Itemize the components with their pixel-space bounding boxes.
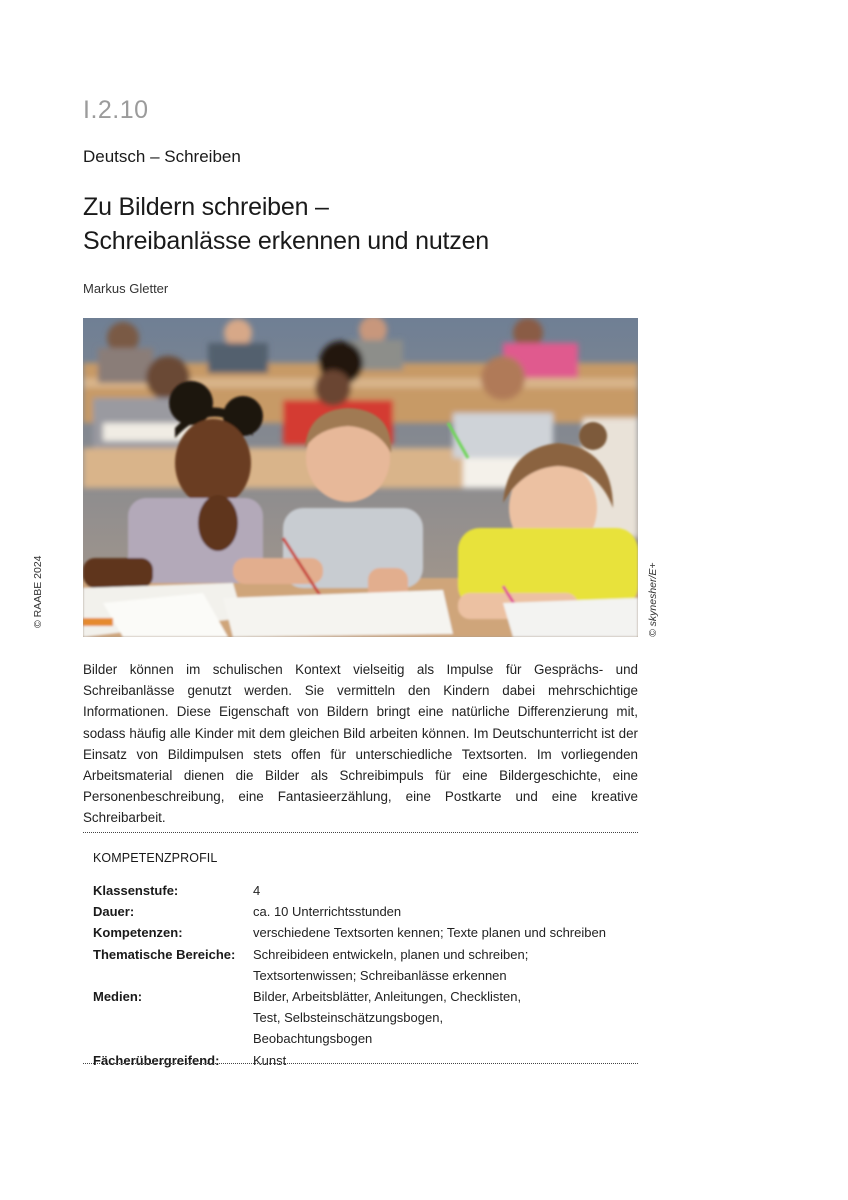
kp-row-klassenstufe xyxy=(93,880,638,901)
kp-label: Fächerübergreifend: xyxy=(93,1052,220,1068)
title-line-1: Zu Bildern schreiben – xyxy=(83,193,329,221)
kp-label: Klassenstufe: xyxy=(93,883,179,898)
kp-value: 4 xyxy=(253,883,261,898)
kp-row-thematische-bereiche xyxy=(93,944,638,986)
kp-row-kompetenzen xyxy=(93,922,638,943)
publisher-copyright: © RAABE 2024 xyxy=(32,555,44,628)
subject-heading: Deutsch – Schreiben xyxy=(83,147,241,166)
kp-label: Kompetenzen: xyxy=(93,925,183,941)
material-code: I.2.10 xyxy=(83,96,149,124)
kompetenzprofil-table xyxy=(93,880,638,1071)
divider-bottom xyxy=(83,1063,638,1064)
photo-credit: © skynesher/E+ xyxy=(647,562,659,637)
classroom-photo xyxy=(83,318,638,637)
kp-row-medien xyxy=(93,986,638,1050)
kp-label: Thematische Bereiche: xyxy=(93,946,236,962)
kp-value: Schreibideen entwickeln, planen und schreiben; Textsortenwissen; Schreibanlässe erkennen xyxy=(253,946,529,983)
kompetenzprofil-heading: KOMPETENZPROFIL xyxy=(93,851,218,865)
page-title xyxy=(83,190,489,258)
kp-label: Dauer: xyxy=(93,904,135,920)
author: Markus Gletter xyxy=(83,281,169,296)
kp-value: Bilder, Arbeitsblätter, Anleitungen, Checklisten, Test, Selbsteinschätzungsbogen, Beobachtungsbogen xyxy=(253,989,522,1047)
kp-value: Kunst xyxy=(253,1052,287,1068)
kp-label: Medien: xyxy=(93,989,143,1005)
title-line-2: Schreibanlässe erkennen und nutzen xyxy=(83,227,489,255)
kp-value: verschiedene Textsorten kennen; Texte planen und schreiben xyxy=(253,925,606,941)
kp-value: ca. 10 Unterrichtsstunden xyxy=(253,904,402,920)
kp-row-faecheruebergreifend xyxy=(93,1050,638,1071)
divider-top xyxy=(83,832,638,833)
intro-paragraph: Bilder können im schulischen Kontext vielseitig als Impulse für Gesprächs- und Schreibanlässe genutzt werden. Sie vermitteln den Kindern dabei mehrschichtige Informationen. Diese Eigenschaft von Bildern bringt eine natürliche Differenzierung mit, sodass häufig alle Kinder mit dem gleichen Bild arbeiten können. Im Deutschunterricht ist der Einsatz von Bildimpulsen stets offen für unterschiedliche Textsorten. Im vorliegenden Arbeitsmaterial dienen die Bilder als Schreibimpuls für eine Bildergeschichte, eine Personenbeschreibung, eine Fantasieerzählung, eine Postkarte und eine kreative Schreibarbeit. xyxy=(83,662,638,826)
kp-row-dauer xyxy=(93,901,638,922)
